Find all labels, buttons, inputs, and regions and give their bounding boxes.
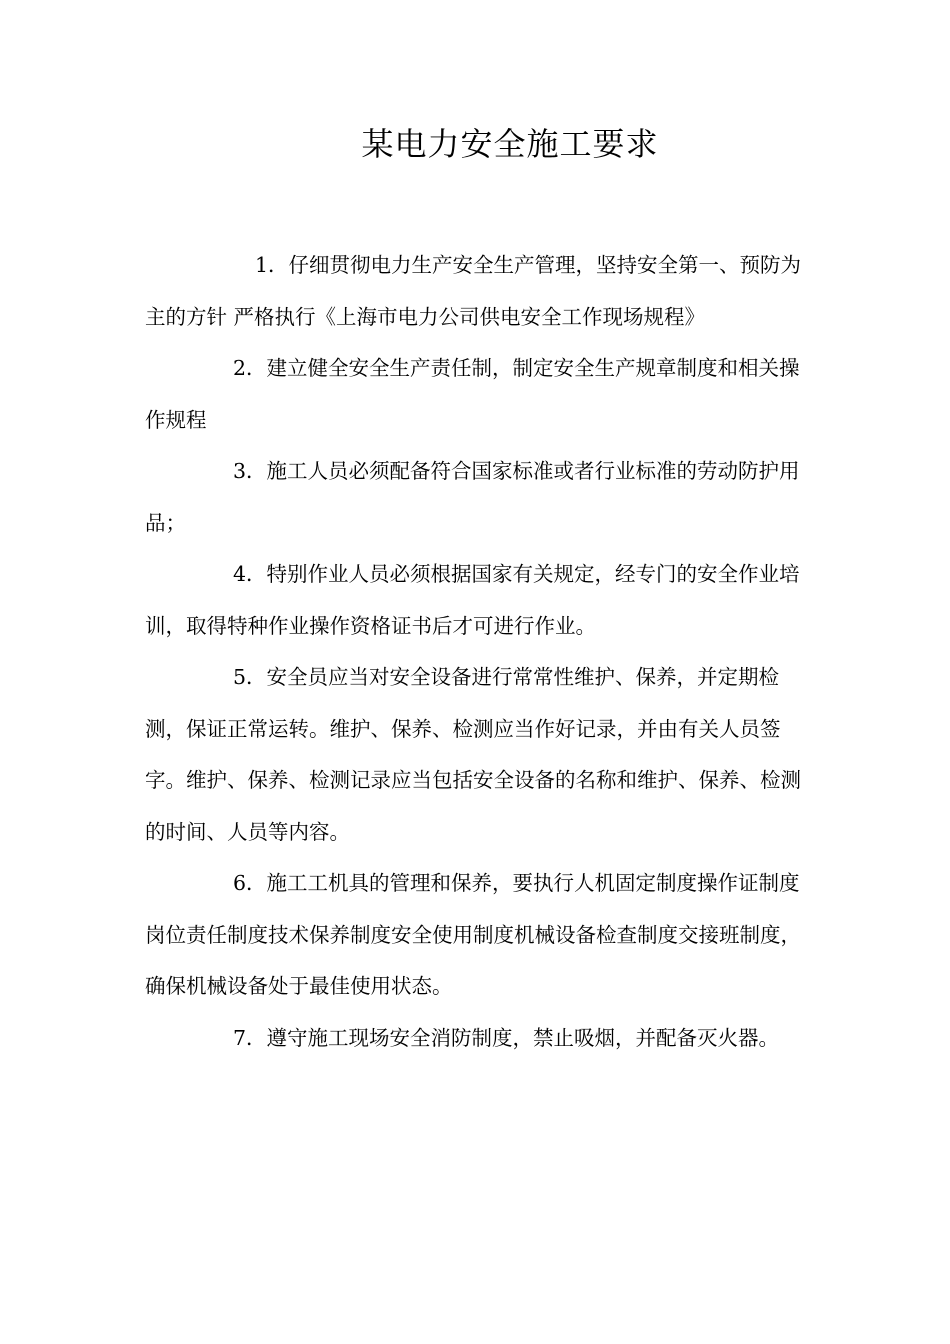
document-body	[145, 240, 805, 1064]
paragraph-5: 5．安全员应当对安全设备进行常常性维护、保养，并定期检测，保证正常运转。维护、保养、检测应当作好记录，并由有关人员签字。维护、保养、检测记录应当包括安全设备的名称和维护、保养、检测的时间、人员等内容。	[145, 665, 801, 844]
document-title: 某电力安全施工要求	[361, 125, 659, 163]
paragraph-6: 6．施工工机具的管理和保养，要执行人机固定制度操作证制度岗位责任制度技术保养制度安全使用制度机械设备检查制度交接班制度，确保机械设备处于最佳使用状态。	[145, 871, 801, 998]
paragraph-4: 4．特别作业人员必须根据国家有关规定，经专门的安全作业培训，取得特种作业操作资格证书后才可进行作业。	[145, 562, 800, 638]
paragraph-2: 2．建立健全安全生产责任制，制定安全生产规章制度和相关操作规程	[145, 356, 800, 432]
paragraph-7: 7．遵守施工现场安全消防制度，禁止吸烟，并配备灭火器。	[233, 1025, 780, 1050]
paragraph-3: 3．施工人员必须配备符合国家标准或者行业标准的劳动防护用品；	[145, 459, 800, 535]
paragraph-1: 1．仔细贯彻电力生产安全生产管理，坚持安全第一、预防为主的方针 严格执行《上海市电力公司供电安全工作现场规程》	[145, 253, 802, 329]
